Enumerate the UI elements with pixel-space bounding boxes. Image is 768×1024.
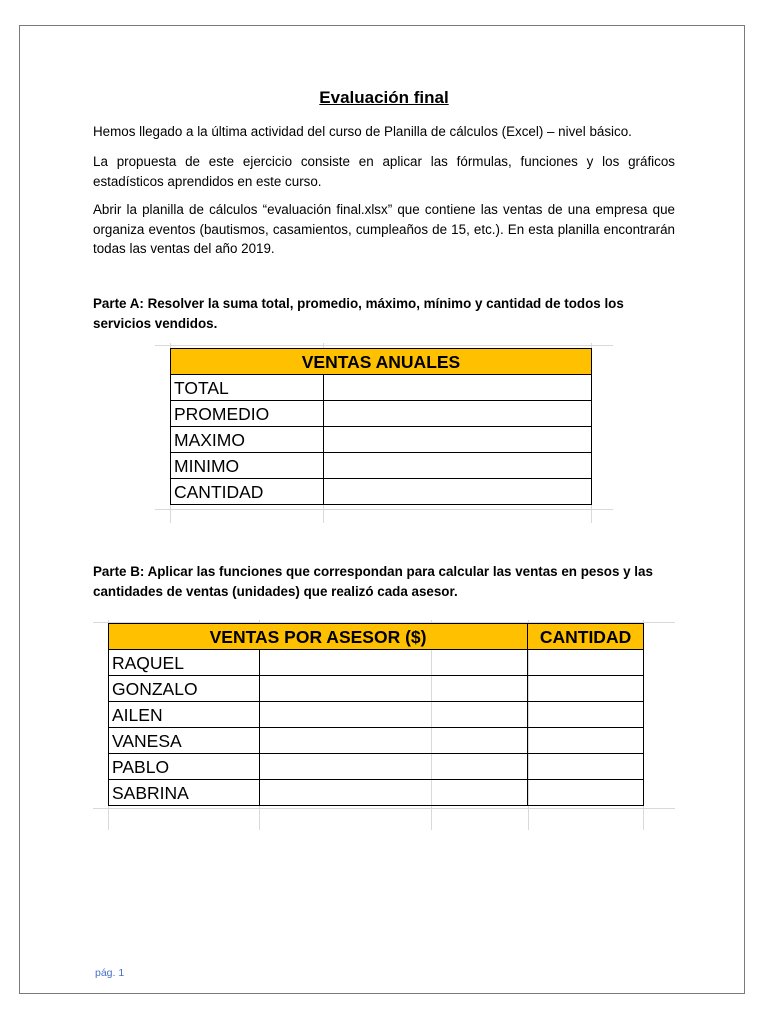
table-row [109,780,644,806]
table-row [171,479,592,505]
table-row [109,702,644,728]
row-label-promedio: PROMEDIO [171,401,324,427]
row-label-minimo: MINIMO [171,453,324,479]
ventas-anuales-table [170,348,592,505]
table-row [109,728,644,754]
cantidad-cell[interactable] [528,780,644,806]
intro-paragraph: Hemos llegado a la última actividad del curso de Planilla de cálculos (Excel) – nivel básico. [93,124,632,139]
value-cell-cantidad[interactable] [323,479,591,505]
ventas-cell[interactable] [259,728,527,754]
row-label-total: TOTAL [171,375,324,401]
parte-b-heading: Parte B: Aplicar las funciones que correspondan para calcular las ventas en pesos y las cantidades de ventas (unidades) que realizó cada asesor. [93,564,653,599]
page-number: pág. 1 [95,967,125,979]
row-label-cantidad: CANTIDAD [171,479,324,505]
table-row [171,401,592,427]
ventas-anuales-header: VENTAS ANUALES [171,349,592,375]
ventas-por-asesor-table [108,623,644,806]
table-row [171,427,592,453]
value-cell-minimo[interactable] [323,453,591,479]
document-title: Evaluación final [319,88,449,107]
parte-a-heading: Parte A: Resolver la suma total, promedio, máximo, mínimo y cantidad de todos los servicios vendidos. [93,296,624,331]
proposal-paragraph: La propuesta de este ejercicio consiste en aplicar las fórmulas, funciones y los gráficos estadísticos aprendidos en este curso. [93,154,675,189]
cantidad-cell[interactable] [528,754,644,780]
row-label-maximo: MAXIMO [171,427,324,453]
table-header-row [171,349,592,375]
table-row [109,650,644,676]
table-header-row [109,624,644,650]
table-row [171,453,592,479]
asesor-name: AILEN [109,702,260,728]
instructions-paragraph: Abrir la planilla de cálculos “evaluación final.xlsx” que contiene las ventas de una empresa que organiza eventos (bautismos, casamientos, cumpleaños de 15, etc.). En esta planilla encontrarán todas las ventas del año 2019. [93,202,675,256]
value-cell-total[interactable] [323,375,591,401]
ventas-por-asesor-header: VENTAS POR ASESOR ($) [109,624,528,650]
table-row [171,375,592,401]
cantidad-cell[interactable] [528,702,644,728]
table-row [109,676,644,702]
asesor-name: GONZALO [109,676,260,702]
table-row [109,754,644,780]
asesor-name: RAQUEL [109,650,260,676]
asesor-name: PABLO [109,754,260,780]
ventas-cell[interactable] [259,780,527,806]
cantidad-cell[interactable] [528,650,644,676]
ventas-cell[interactable] [259,676,527,702]
value-cell-promedio[interactable] [323,401,591,427]
ventas-cell[interactable] [259,650,527,676]
cantidad-cell[interactable] [528,728,644,754]
ventas-cell[interactable] [259,702,527,728]
cantidad-header: CANTIDAD [528,624,644,650]
ventas-cell[interactable] [259,754,527,780]
cantidad-cell[interactable] [528,676,644,702]
asesor-name: SABRINA [109,780,260,806]
asesor-name: VANESA [109,728,260,754]
value-cell-maximo[interactable] [323,427,591,453]
